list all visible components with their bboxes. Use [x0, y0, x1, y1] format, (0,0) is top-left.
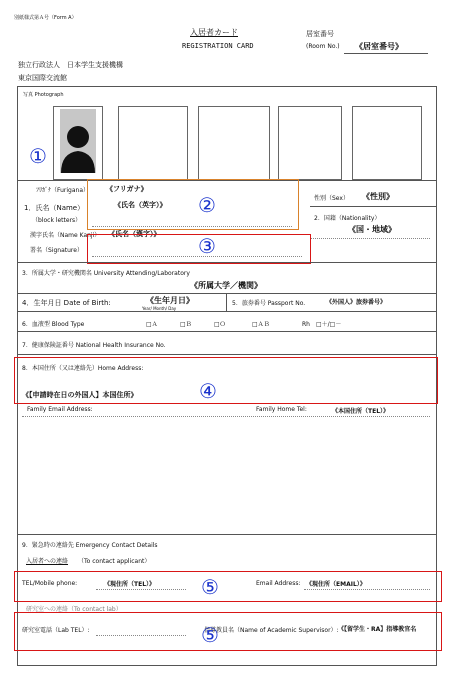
tel-value[interactable]: 《現住所（TEL）》	[104, 581, 156, 588]
marker-2: ②	[198, 193, 216, 217]
photo-label: 写真 Photograph	[23, 92, 64, 98]
photo-slot-3[interactable]	[198, 106, 270, 180]
marker-1: ①	[29, 144, 47, 168]
room-number-value: 《居室番号》	[355, 42, 403, 51]
home-address-label: 8．本国住所（又は連絡先）Home Address:	[22, 365, 144, 372]
family-tel-value[interactable]: 《本国住所（TEL）》	[332, 408, 390, 415]
email-label: Email Address:	[256, 580, 301, 587]
tel-label: TEL/Mobile phone:	[22, 580, 78, 587]
name-label: 1．氏名（Name）	[24, 204, 85, 212]
photo-slot-4[interactable]	[278, 106, 342, 180]
org-branch: 東京国際交流館	[18, 74, 67, 82]
marker-5b: ⑤	[201, 623, 219, 647]
room-number-underline	[344, 53, 428, 54]
marker-4: ④	[199, 379, 217, 403]
blood-option-ab[interactable]: □ＡＢ	[252, 321, 270, 328]
furigana-value[interactable]: 《フリガナ》	[106, 185, 148, 193]
room-label-jp: 居室番号	[306, 30, 334, 38]
nationality-label: 2．国籍（Nationality）	[314, 215, 381, 222]
insurance-label: 7．健康保険証番号 National Health Insurance No.	[22, 342, 166, 349]
org-name: 独立行政法人 日本学生支援機構	[18, 61, 123, 69]
blood-option-o[interactable]: □Ｏ	[214, 321, 226, 328]
name-value[interactable]: 《氏名（英字）》	[114, 201, 167, 209]
birth-value[interactable]: 《生年月日》	[146, 296, 194, 305]
supervisor-value[interactable]: 《【留学生・RA】指導教官名	[338, 626, 417, 633]
family-tel-label: Family Home Tel:	[256, 406, 307, 413]
card-title-jp: 入居者カード	[190, 28, 238, 37]
highlight-tel-box	[14, 571, 442, 602]
birth-format-note: Year/ Month/ Day	[142, 306, 177, 311]
passport-label: 5．旅券番号 Passport No.	[232, 300, 306, 307]
card-title-en: REGISTRATION CARD	[182, 42, 254, 50]
applicant-contact-en: （To contact applicant）	[78, 558, 151, 565]
lab-tel-label: 研究室電話（Lab TEL）:	[22, 627, 90, 634]
block-letters-note: （block letters）	[32, 217, 82, 224]
blood-type-label: 6．血液型 Blood Type	[22, 321, 85, 328]
gender-label: 性別（Sex）	[314, 195, 349, 202]
form-number: 別紙様式第Ａ号（Form A）	[14, 15, 77, 21]
family-email-label: Family Email Address:	[27, 406, 93, 413]
highlight-address-box	[14, 357, 438, 404]
nationality-value[interactable]: 《国・地域》	[348, 225, 396, 234]
room-label-en: (Room No.)	[306, 43, 340, 50]
university-label: 3．所属大学・研究機関名 University Attending/Laboratory	[22, 270, 190, 277]
blood-option-b[interactable]: □Ｂ	[180, 321, 192, 328]
birth-label: 4．生年月日 Date of Birth:	[22, 299, 111, 307]
blood-option-rh[interactable]: Rh □＋/□－	[302, 321, 342, 328]
applicant-contact-label: 入居者への連絡	[26, 558, 69, 565]
photo-slot-5[interactable]	[352, 106, 422, 180]
blood-option-a[interactable]: □Ａ	[146, 321, 158, 328]
highlight-kanji-box	[87, 234, 311, 264]
gender-value[interactable]: 《性別》	[362, 192, 394, 201]
email-value[interactable]: 《現住所（EMAIL）》	[306, 581, 366, 588]
photo-slot-2[interactable]	[118, 106, 188, 180]
kanji-name-value[interactable]: 《氏名（漢字）》	[108, 230, 161, 238]
highlight-name-box	[87, 179, 299, 230]
passport-value[interactable]: 《外国人》旅券番号》	[326, 299, 387, 306]
supervisor-label: 指導教員名（Name of Academic Supervisor）:	[204, 627, 339, 634]
lab-contact-label: 研究室への連絡（To contact lab）	[26, 606, 122, 613]
photo-slot-1[interactable]	[53, 106, 103, 180]
marker-3: ③	[198, 234, 216, 258]
home-address-value[interactable]: 《【申請時在日の外国人】本国住所》	[22, 391, 138, 399]
emergency-label: 9．緊急時の連絡先 Emergency Contact Details	[22, 542, 158, 549]
marker-5: ⑤	[201, 575, 219, 599]
university-value[interactable]: 《所属大学／機関》	[190, 281, 262, 290]
signature-label: 署名（Signature）	[30, 247, 83, 254]
furigana-label: ﾌﾘｶﾞﾅ（Furigana）	[36, 187, 90, 194]
kanji-name-label: 漢字氏名（Name Kanji）	[30, 232, 101, 239]
person-silhouette-icon	[54, 107, 102, 179]
